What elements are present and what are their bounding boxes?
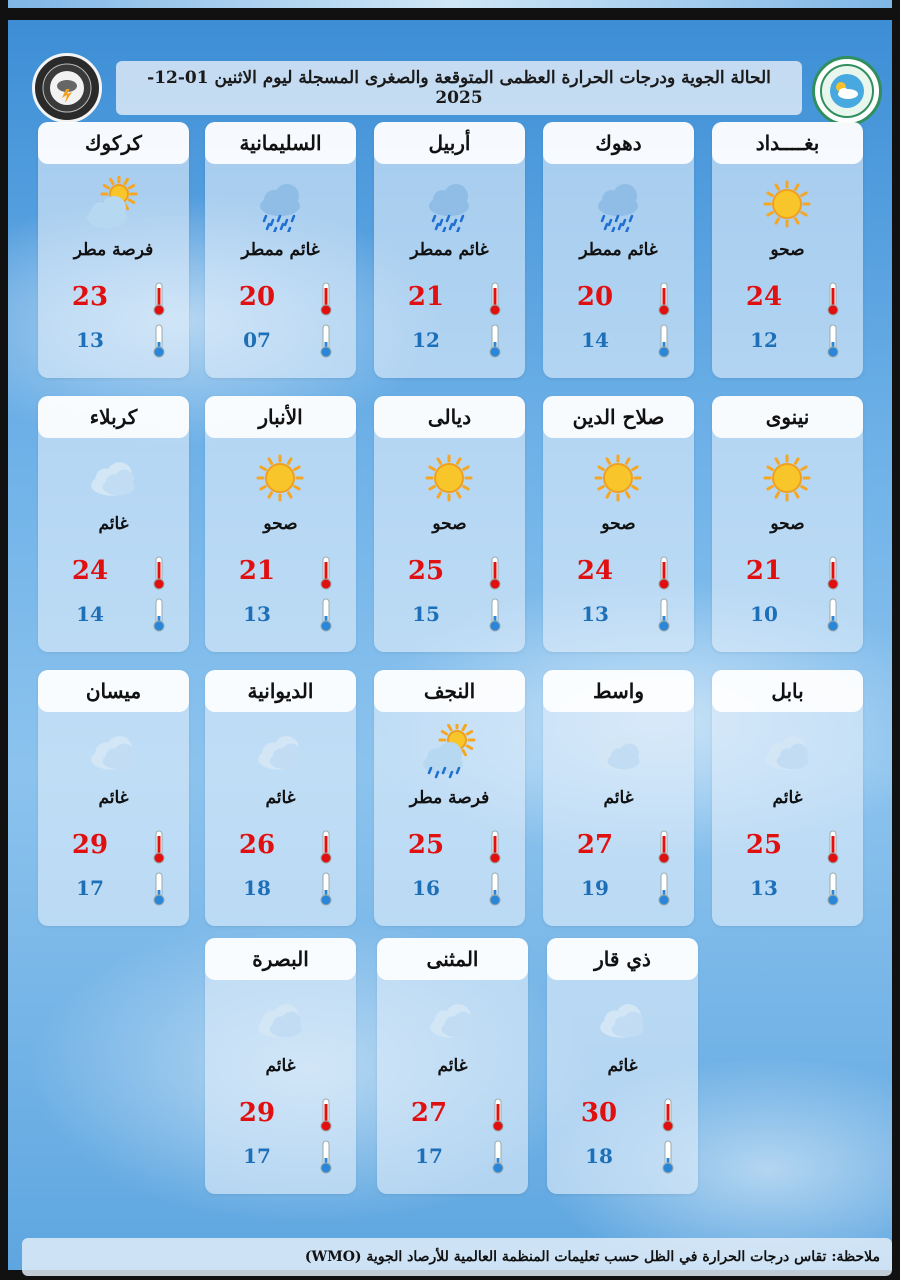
city-name: الديوانية (205, 670, 356, 712)
city-card (543, 396, 694, 652)
hot-thermometer-icon (488, 282, 502, 316)
meteorology-authority-logo (812, 56, 882, 126)
condition-label: غائم (98, 514, 129, 534)
max-temp: 21 (238, 556, 276, 586)
city-name: واسط (543, 670, 694, 712)
city-card (712, 122, 863, 378)
hot-thermometer-icon (491, 1098, 505, 1132)
min-temp: 15 (412, 602, 440, 626)
max-temp: 27 (410, 1098, 448, 1128)
max-temp: 23 (71, 282, 109, 312)
hot-thermometer-icon (319, 282, 333, 316)
cloud-icon (588, 724, 648, 780)
city-card (205, 122, 356, 378)
min-temp: 13 (581, 602, 609, 626)
condition-label: غائم (265, 788, 296, 808)
sun-icon (757, 450, 817, 506)
max-temp: 29 (71, 830, 109, 860)
max-temp: 30 (580, 1098, 618, 1128)
city-card (543, 670, 694, 926)
city-card (38, 122, 189, 378)
cold-thermometer-icon (657, 324, 671, 358)
hot-thermometer-icon (152, 282, 166, 316)
min-temp: 18 (243, 876, 271, 900)
city-name: النجف (374, 670, 525, 712)
bulletin-title: الحالة الجوية ودرجات الحرارة العظمى المتوقعة والصغرى المسجلة ليوم الاثنين 01-12-2025 (116, 61, 802, 115)
hot-thermometer-icon (319, 830, 333, 864)
cloud-icon (592, 992, 652, 1048)
max-temp: 25 (745, 830, 783, 860)
condition-label: صحو (770, 514, 805, 534)
cold-thermometer-icon (826, 872, 840, 906)
max-temp: 26 (238, 830, 276, 860)
sun-cloud-icon (83, 176, 143, 232)
min-temp: 14 (581, 328, 609, 352)
cloud-icon (422, 992, 482, 1048)
condition-label: غائم (603, 788, 634, 808)
sun-icon (419, 450, 479, 506)
cold-thermometer-icon (657, 598, 671, 632)
city-name: دهوك (543, 122, 694, 164)
min-temp: 18 (585, 1144, 613, 1168)
max-temp: 24 (71, 556, 109, 586)
hot-thermometer-icon (319, 556, 333, 590)
hot-thermometer-icon (657, 830, 671, 864)
city-name: ديالى (374, 396, 525, 438)
min-temp: 13 (243, 602, 271, 626)
condition-label: غائم (437, 1056, 468, 1076)
cold-thermometer-icon (319, 324, 333, 358)
hot-thermometer-icon (826, 282, 840, 316)
condition-label: غائم ممطر (410, 240, 489, 260)
city-name: السليمانية (205, 122, 356, 164)
min-temp: 17 (76, 876, 104, 900)
cloud-icon (83, 724, 143, 780)
condition-label: فرصة مطر (409, 788, 490, 808)
cold-thermometer-icon (152, 324, 166, 358)
min-temp: 07 (243, 328, 271, 352)
hot-thermometer-icon (488, 830, 502, 864)
condition-label: غائم (607, 1056, 638, 1076)
hot-thermometer-icon (152, 556, 166, 590)
sun-icon (250, 450, 310, 506)
condition-label: غائم ممطر (579, 240, 658, 260)
max-temp: 20 (576, 282, 614, 312)
hot-thermometer-icon (661, 1098, 675, 1132)
cold-thermometer-icon (661, 1140, 675, 1174)
footer-note: ملاحظة: تقاس درجات الحرارة في الظل حسب تعليمات المنظمة العالمية للأرصاد الجوية (WMO) (22, 1238, 892, 1276)
city-card (712, 670, 863, 926)
min-temp: 17 (243, 1144, 271, 1168)
hot-thermometer-icon (826, 830, 840, 864)
min-temp: 13 (76, 328, 104, 352)
cloud-icon (83, 450, 143, 506)
sun-rain-cloud-icon (419, 724, 479, 780)
hot-thermometer-icon (826, 556, 840, 590)
cold-thermometer-icon (319, 598, 333, 632)
cold-thermometer-icon (152, 598, 166, 632)
cloud-icon (757, 724, 817, 780)
cold-thermometer-icon (826, 598, 840, 632)
max-temp: 24 (576, 556, 614, 586)
city-name: كربلاء (38, 396, 189, 438)
min-temp: 16 (412, 876, 440, 900)
cloud-icon (250, 992, 310, 1048)
min-temp: 17 (415, 1144, 443, 1168)
hot-thermometer-icon (657, 282, 671, 316)
city-name: ذي قار (547, 938, 698, 980)
city-name: أربيل (374, 122, 525, 164)
sun-icon (588, 450, 648, 506)
condition-label: غائم ممطر (241, 240, 320, 260)
hot-thermometer-icon (152, 830, 166, 864)
max-temp: 25 (407, 556, 445, 586)
city-card (38, 670, 189, 926)
min-temp: 13 (750, 876, 778, 900)
cold-thermometer-icon (319, 1140, 333, 1174)
rain-cloud-icon (588, 176, 648, 232)
hot-thermometer-icon (488, 556, 502, 590)
rain-cloud-icon (419, 176, 479, 232)
condition-label: صحو (263, 514, 298, 534)
city-name: ميسان (38, 670, 189, 712)
city-card (205, 938, 356, 1194)
sun-icon (757, 176, 817, 232)
city-card (712, 396, 863, 652)
condition-label: صحو (770, 240, 805, 260)
condition-label: غائم (98, 788, 129, 808)
condition-label: صحو (601, 514, 636, 534)
cold-thermometer-icon (319, 872, 333, 906)
cold-thermometer-icon (488, 598, 502, 632)
condition-label: صحو (432, 514, 467, 534)
min-temp: 14 (76, 602, 104, 626)
city-card (374, 122, 525, 378)
cold-thermometer-icon (826, 324, 840, 358)
rain-cloud-icon (250, 176, 310, 232)
min-temp: 19 (581, 876, 609, 900)
max-temp: 27 (576, 830, 614, 860)
top-strip (8, 0, 892, 8)
max-temp: 24 (745, 282, 783, 312)
city-card (205, 396, 356, 652)
cloud-icon (250, 724, 310, 780)
city-name: الأنبار (205, 396, 356, 438)
max-temp: 21 (745, 556, 783, 586)
city-card (374, 670, 525, 926)
city-card (205, 670, 356, 926)
city-card (374, 396, 525, 652)
max-temp: 21 (407, 282, 445, 312)
min-temp: 12 (750, 328, 778, 352)
city-name: البصرة (205, 938, 356, 980)
city-name: كركوك (38, 122, 189, 164)
condition-label: فرصة مطر (73, 240, 154, 260)
max-temp: 29 (238, 1098, 276, 1128)
storm-cloud-logo-icon (35, 56, 99, 120)
meteorology-emblem-icon (815, 59, 879, 123)
city-name: بغــــداد (712, 122, 863, 164)
cold-thermometer-icon (152, 872, 166, 906)
min-temp: 10 (750, 602, 778, 626)
bulletin-frame (8, 20, 892, 1270)
city-name: نينوى (712, 396, 863, 438)
forecasting-dept-logo (32, 53, 102, 123)
condition-label: غائم (265, 1056, 296, 1076)
hot-thermometer-icon (319, 1098, 333, 1132)
city-name: صلاح الدين (543, 396, 694, 438)
city-card (377, 938, 528, 1194)
cold-thermometer-icon (488, 872, 502, 906)
max-temp: 25 (407, 830, 445, 860)
cold-thermometer-icon (491, 1140, 505, 1174)
cold-thermometer-icon (657, 872, 671, 906)
city-name: بابل (712, 670, 863, 712)
cold-thermometer-icon (488, 324, 502, 358)
city-card (543, 122, 694, 378)
condition-label: غائم (772, 788, 803, 808)
city-card (547, 938, 698, 1194)
city-name: المثنى (377, 938, 528, 980)
max-temp: 20 (238, 282, 276, 312)
city-card (38, 396, 189, 652)
hot-thermometer-icon (657, 556, 671, 590)
min-temp: 12 (412, 328, 440, 352)
